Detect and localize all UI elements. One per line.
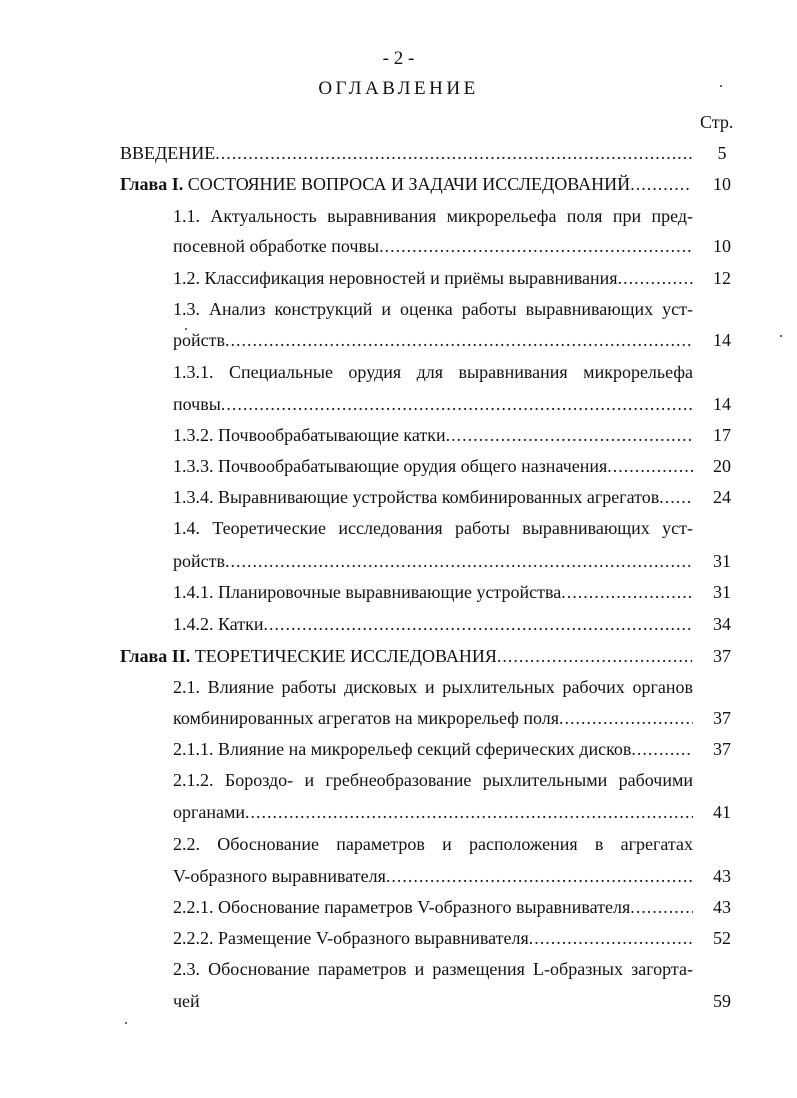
toc-entry-line: 1.4.2. Катки ..... bbox=[173, 611, 693, 637]
toc-page-number: 14 bbox=[713, 394, 731, 414]
toc-page-number: 43 bbox=[713, 897, 731, 917]
toc-page-number: 14 bbox=[713, 330, 731, 350]
scan-speck bbox=[720, 85, 722, 87]
toc-page-number: 10 bbox=[713, 236, 731, 256]
toc-entry-line: 1.3.4. Выравнивающие устройства комбинированных агрегатов ..... bbox=[173, 484, 693, 510]
toc-entry-line: чей bbox=[173, 991, 200, 1011]
toc-page-number: 52 bbox=[713, 928, 731, 948]
toc-page-number: 34 bbox=[713, 614, 731, 634]
toc-entry-line: 2.3. Обоснование параметров и размещения L-образных загорта- bbox=[173, 959, 693, 979]
toc-entry-chapter-2: Глава II. ТЕОРЕТИЧЕСКИЕ ИССЛЕДОВАНИЯ ..... bbox=[120, 643, 692, 669]
toc-entry-introduction: ВВЕДЕНИЕ ..... bbox=[120, 140, 692, 166]
toc-entry-line: 1.2. Классификация неровностей и приёмы выравнивания ..... bbox=[173, 265, 693, 291]
toc-page-number: 43 bbox=[713, 866, 731, 886]
toc-page-number: 24 bbox=[713, 487, 731, 507]
toc-page-number: 31 bbox=[713, 582, 731, 602]
toc-entry-line: 1.3. Анализ конструкций и оценка работы выравнивающих уст- bbox=[173, 299, 693, 319]
toc-entry-line: 1.1. Актуальность выравнивания микрорельефа поля при пред- bbox=[173, 206, 693, 226]
toc-entry-line: 1.3.1. Специальные орудия для выравнивания микрорельефа bbox=[173, 362, 693, 382]
toc-entry-chapter-1: Глава I. СОСТОЯНИЕ ВОПРОСА И ЗАДАЧИ ИССЛЕДОВАНИЙ ..... bbox=[120, 171, 692, 197]
toc-page-number: 59 bbox=[713, 991, 731, 1011]
toc-entry-line: почвы ..... bbox=[173, 391, 693, 417]
toc-page-number: 5 bbox=[717, 143, 727, 163]
toc-entry-line: ройств ..... bbox=[173, 548, 693, 574]
toc-page-number: 41 bbox=[713, 802, 731, 822]
toc-page-number: 31 bbox=[713, 551, 731, 571]
toc-page-number: 12 bbox=[713, 268, 731, 288]
page-title: ОГЛАВЛЕНИЕ bbox=[318, 78, 479, 99]
toc-entry-line: 2.1.2. Бороздо- и гребнеобразование рыхлительными рабочими bbox=[173, 770, 693, 790]
toc-entry-line: 2.2.1. Обоснование параметров V-образного выравнивателя ..... bbox=[173, 894, 693, 920]
toc-entry-line: 1.4.1. Планировочные выравнивающие устройства ..... bbox=[173, 579, 693, 605]
page-column-label: Стр. bbox=[700, 112, 734, 132]
page-number: - 2 - bbox=[382, 48, 415, 69]
toc-entry-line: 1.3.3. Почвообрабатывающие орудия общего назначения ..... bbox=[173, 453, 693, 479]
toc-entry-line: 2.2. Обоснование параметров и расположения в агрегатах bbox=[173, 834, 693, 854]
scan-speck bbox=[780, 335, 782, 337]
toc-page-number: 37 bbox=[713, 739, 731, 759]
toc-page-number: 37 bbox=[713, 708, 731, 728]
toc-page-number: 10 bbox=[713, 174, 731, 194]
toc-entry-line: ройств ..... bbox=[173, 327, 693, 353]
toc-entry-line: 2.1.1. Влияние на микрорельеф секций сферических дисков ..... bbox=[173, 736, 693, 762]
chapter-prefix: Глава II. bbox=[120, 646, 191, 666]
toc-entry-line: посевной обработке почвы ..... bbox=[173, 233, 693, 259]
toc-page-number: 20 bbox=[713, 456, 731, 476]
toc-entry-line: 1.3.2. Почвообрабатывающие катки ..... bbox=[173, 422, 693, 448]
toc-entry-line: 2.2.2. Размещение V-образного выравнивателя ..... bbox=[173, 925, 693, 951]
toc-entry-line: органами ..... bbox=[173, 799, 693, 825]
toc-entry-line: 2.1. Влияние работы дисковых и рыхлительных рабочих органов bbox=[173, 677, 693, 697]
toc-page-number: 37 bbox=[713, 646, 731, 666]
chapter-prefix: Глава I. bbox=[120, 174, 184, 194]
toc-entry-line: комбинированных агрегатов на микрорельеф поля ..... bbox=[173, 705, 693, 731]
toc-entry-line: 1.4. Теоретические исследования работы выравнивающих уст- bbox=[173, 518, 693, 538]
toc-page-number: 17 bbox=[713, 425, 731, 445]
toc-entry-line: V-образного выравнивателя ..... bbox=[173, 863, 693, 889]
scan-speck bbox=[185, 328, 187, 330]
scan-speck bbox=[125, 1022, 127, 1024]
